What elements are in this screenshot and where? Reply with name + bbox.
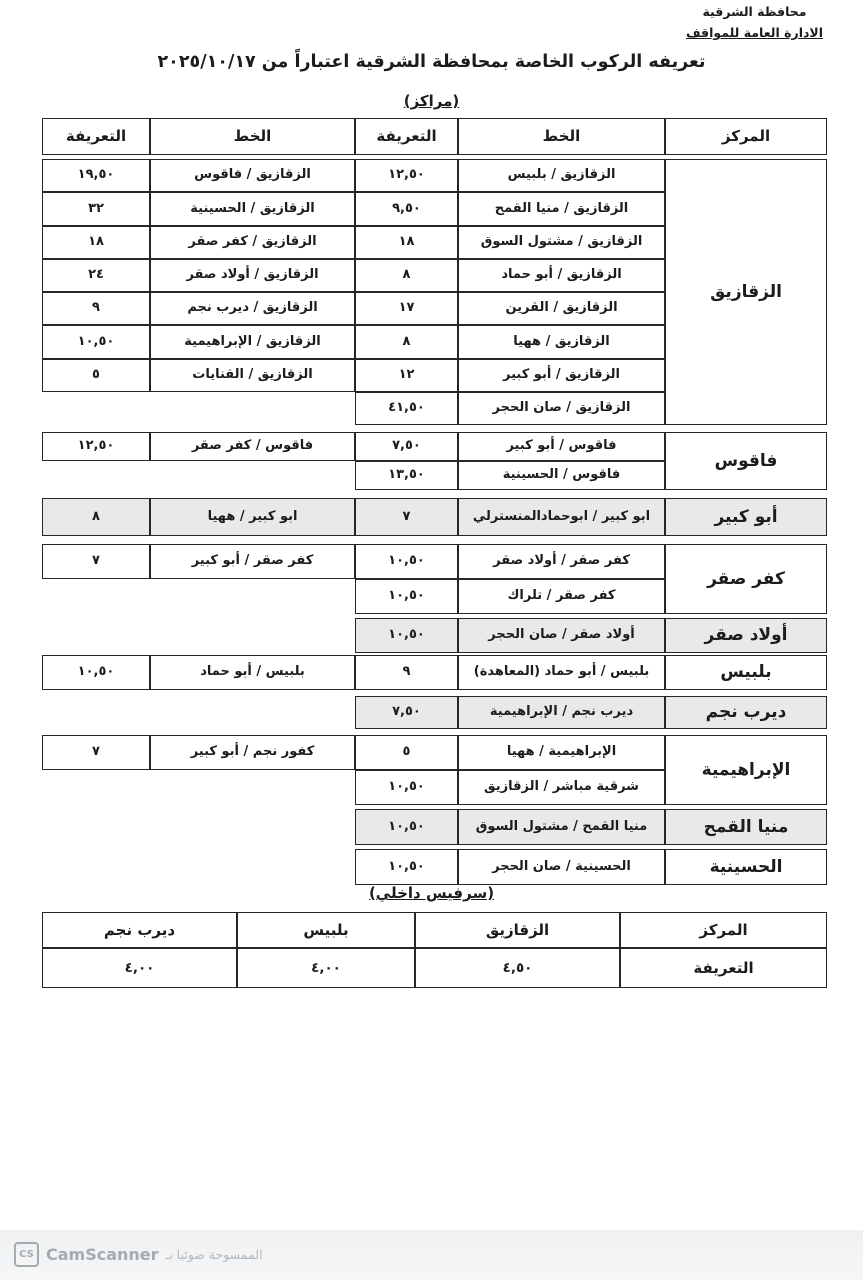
camscanner-watermark	[14, 1242, 263, 1267]
center-cell: ديرب نجم	[665, 696, 827, 729]
fare-cell: ٧	[42, 735, 150, 770]
line-cell: الزقازيق / كفر صقر	[150, 226, 355, 259]
empty-area	[150, 579, 355, 614]
table-section-5	[42, 655, 827, 690]
empty-area	[150, 461, 355, 490]
governorate-name: محافظة الشرقية	[702, 4, 807, 19]
t2-fare-value: ٤,٠٠	[42, 948, 237, 988]
table-section-1	[42, 432, 827, 490]
center-cell: بلبيس	[665, 655, 827, 690]
line-cell: الزقازيق / ههيا	[458, 325, 665, 358]
t2-fare-value: ٤,٠٠	[237, 948, 415, 988]
line-cell: ديرب نجم / الإبراهيمية	[458, 696, 665, 729]
table-section-3	[42, 544, 827, 614]
fare-cell: ١٢,٥٠	[355, 159, 458, 192]
t2-center-name: ديرب نجم	[42, 912, 237, 948]
line-cell: بلبيس / أبو حماد (المعاهدة)	[458, 655, 665, 690]
fare-cell: ٧	[355, 498, 458, 536]
line-cell: أولاد صقر / صان الحجر	[458, 618, 665, 653]
line-cell: الزقازيق / الإبراهيمية	[150, 325, 355, 358]
table-section-9	[42, 849, 827, 885]
line-cell: شرقية مباشر / الزقازيق	[458, 770, 665, 805]
line-cell: الزقازيق / مشتول السوق	[458, 226, 665, 259]
center-cell: الإبراهيمية	[665, 735, 827, 805]
empty-area	[42, 696, 150, 729]
line-cell: الزقازيق / فاقوس	[150, 159, 355, 192]
line-cell: الزقازيق / القرين	[458, 292, 665, 325]
fare-cell: ١٨	[355, 226, 458, 259]
line-cell: الزقازيق / صان الحجر	[458, 392, 665, 425]
fare-cell: ٧,٥٠	[355, 696, 458, 729]
fare-cell: ٨	[355, 325, 458, 358]
line-cell: الزقازيق / أبو كبير	[458, 359, 665, 392]
empty-area	[150, 696, 355, 729]
line-cell: فاقوس / كفر صقر	[150, 432, 355, 461]
document-title: تعريفه الركوب الخاصة بمحافظة الشرقية اعتباراً من ٢٠٢٥/١٠/١٧	[157, 52, 706, 72]
table-section-7	[42, 735, 827, 805]
fare-cell: ٨	[355, 259, 458, 292]
empty-area	[150, 770, 355, 805]
line-cell: كفر صقر / أولاد صقر	[458, 544, 665, 579]
camscanner-icon: CS	[14, 1242, 39, 1267]
line-cell: كفر صقر / أبو كبير	[150, 544, 355, 579]
fare-cell: ١٩,٥٠	[42, 159, 150, 192]
table-section-6	[42, 696, 827, 729]
table-section-8	[42, 809, 827, 845]
header-line: الخط	[458, 118, 665, 155]
t2-center-name: بلبيس	[237, 912, 415, 948]
fare-cell: ١٠,٥٠	[355, 544, 458, 579]
empty-area	[42, 579, 150, 614]
fare-cell: ١٧	[355, 292, 458, 325]
line-cell: الزقازيق / الحسينية	[150, 192, 355, 225]
fare-cell: ٩,٥٠	[355, 192, 458, 225]
t2-row-label: التعريفة	[620, 948, 827, 988]
fare-cell: ١٨	[42, 226, 150, 259]
table-section-4	[42, 618, 827, 653]
center-cell: الزقازيق	[665, 159, 827, 425]
empty-area	[150, 809, 355, 845]
line-cell: كفر صقر / تلراك	[458, 579, 665, 614]
fare-cell: ٥	[355, 735, 458, 770]
empty-area	[150, 392, 355, 425]
fare-cell: ١٠,٥٠	[42, 655, 150, 690]
header-center: المركز	[620, 912, 827, 948]
table-section-2	[42, 498, 827, 536]
fare-cell: ٤١,٥٠	[355, 392, 458, 425]
table1-header-row	[42, 118, 827, 155]
table-section-0	[42, 159, 827, 425]
line-cell: كفور نجم / أبو كبير	[150, 735, 355, 770]
fare-cell: ٥	[42, 359, 150, 392]
center-cell: منيا القمح	[665, 809, 827, 845]
fare-cell: ١٠,٥٠	[355, 579, 458, 614]
center-cell: أولاد صقر	[665, 618, 827, 653]
fare-cell: ١٣,٥٠	[355, 461, 458, 490]
empty-area	[150, 849, 355, 885]
line-cell: بلبيس / أبو حماد	[150, 655, 355, 690]
line-cell: فاقوس / أبو كبير	[458, 432, 665, 461]
fare-cell: ١٠,٥٠	[355, 770, 458, 805]
line-cell: فاقوس / الحسينية	[458, 461, 665, 490]
line-cell: منيا القمح / مشتول السوق	[458, 809, 665, 845]
fare-cell: ٧,٥٠	[355, 432, 458, 461]
header-center: المركز	[665, 118, 827, 155]
section-label-centers: (مراكز)	[403, 92, 460, 110]
empty-area	[42, 809, 150, 845]
line-cell: الزقازيق / بلبيس	[458, 159, 665, 192]
line-cell: ابو كبير / ههيا	[150, 498, 355, 536]
t2-center-name: الزقازيق	[415, 912, 620, 948]
empty-area	[42, 618, 150, 653]
fare-cell: ٢٤	[42, 259, 150, 292]
line-cell: ابو كبير / ابوحمادالمنسترلي	[458, 498, 665, 536]
fare-cell: ٣٢	[42, 192, 150, 225]
letterhead	[686, 4, 823, 40]
empty-area	[42, 461, 150, 490]
empty-area	[42, 392, 150, 425]
line-cell: الزقازيق / القنايات	[150, 359, 355, 392]
header-fare: التعريفة	[42, 118, 150, 155]
fare-cell: ١٢	[355, 359, 458, 392]
fare-cell: ١٠,٥٠	[355, 618, 458, 653]
fare-cell: ١٠,٥٠	[355, 809, 458, 845]
line-cell: الحسينية / صان الحجر	[458, 849, 665, 885]
fare-cell: ١٠,٥٠	[42, 325, 150, 358]
fare-cell: ٩	[42, 292, 150, 325]
line-cell: الزقازيق / أبو حماد	[458, 259, 665, 292]
line-cell: الزقازيق / أولاد صقر	[150, 259, 355, 292]
t2-fare-value: ٤,٥٠	[415, 948, 620, 988]
section-label-internal-service: (سرفيس داخلي)	[368, 884, 495, 902]
line-cell: الإبراهيمية / ههيا	[458, 735, 665, 770]
line-cell: الزقازيق / منيا القمح	[458, 192, 665, 225]
header-fare: التعريفة	[355, 118, 458, 155]
center-cell: فاقوس	[665, 432, 827, 490]
center-cell: أبو كبير	[665, 498, 827, 536]
fare-cell: ١٢,٥٠	[42, 432, 150, 461]
camscanner-caption: الممسوحة ضوئيا بـ	[165, 1247, 263, 1262]
fares-table-internal-service	[42, 912, 827, 988]
table2-grid	[42, 912, 827, 988]
line-cell: الزقازيق / ديرب نجم	[150, 292, 355, 325]
fares-table-centers	[42, 118, 827, 885]
fare-cell: ١٠,٥٠	[355, 849, 458, 885]
center-cell: الحسينية	[665, 849, 827, 885]
header-line: الخط	[150, 118, 355, 155]
camscanner-brand: CamScanner	[46, 1245, 159, 1264]
center-cell: كفر صقر	[665, 544, 827, 614]
empty-area	[42, 849, 150, 885]
empty-area	[150, 618, 355, 653]
fare-cell: ٨	[42, 498, 150, 536]
fare-cell: ٧	[42, 544, 150, 579]
empty-area	[42, 770, 150, 805]
fare-cell: ٩	[355, 655, 458, 690]
department-name: الادارة العامة للمواقف	[686, 25, 823, 40]
